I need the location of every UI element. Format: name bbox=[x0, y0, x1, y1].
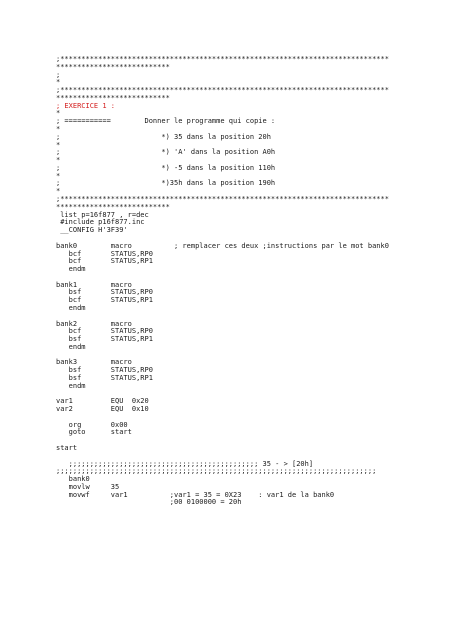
code-line: movwf var1 ;var1 = 35 = 0X23 : var1 de la bank0 bbox=[56, 490, 335, 499]
code-line: endm bbox=[56, 303, 86, 312]
code-line: endm bbox=[56, 342, 86, 351]
code-line: goto start bbox=[56, 428, 132, 437]
code-line: ; *) -5 dans la position 110h bbox=[56, 163, 276, 172]
code-line: ;****************************************************************************** bbox=[56, 55, 389, 63]
code-line: #include p16f877.inc bbox=[56, 218, 145, 227]
code-line: bsf STATUS,RP0 bbox=[56, 366, 153, 375]
code-line: __CONFIG H'3F39' bbox=[56, 226, 128, 235]
code-line: * bbox=[56, 125, 61, 134]
code-line: bank0 bbox=[56, 475, 90, 484]
code-line: *************************** bbox=[56, 93, 170, 102]
code-line: bsf STATUS,RP1 bbox=[56, 373, 153, 382]
code-line: ; EXERCICE 1 : bbox=[56, 101, 116, 110]
code-line: ;;;;;;;;;;;;;;;;;;;;;;;;;;;;;;;;;;;;;;;;;;;;; 35 - > [20h] bbox=[56, 459, 314, 468]
code-line: * bbox=[56, 140, 61, 149]
code-line: * bbox=[56, 171, 61, 180]
code-line: ;00 0100000 = 20h bbox=[56, 498, 242, 507]
code-line: endm bbox=[56, 381, 86, 390]
code-line: bcf STATUS,RP1 bbox=[56, 296, 153, 305]
code-line: ;;;;;;;;;;;;;;;;;;;;;;;;;;;;;;;;;;;;;;;;;;;;;;;;;;;;;;;;;;;;;;;;;;;;;;;;;;;; bbox=[56, 467, 377, 476]
code-line: bank1 macro bbox=[56, 280, 132, 289]
code-line: bcf STATUS,RP1 bbox=[56, 257, 153, 266]
code-line: bsf STATUS,RP0 bbox=[56, 288, 153, 297]
code-line: bank2 macro bbox=[56, 319, 132, 328]
code-line: *************************** bbox=[56, 62, 170, 71]
code-line: bcf STATUS,RP0 bbox=[56, 327, 153, 336]
code-line: bank3 macro bbox=[56, 358, 132, 367]
code-line: bcf STATUS,RP0 bbox=[56, 249, 153, 258]
code-line: bsf STATUS,RP1 bbox=[56, 335, 153, 344]
code-line: endm bbox=[56, 265, 86, 274]
code-line: ; *) 35 dans la position 20h bbox=[56, 132, 271, 141]
code-line: var1 EQU 0x20 bbox=[56, 397, 149, 406]
code-line: var2 EQU 0x10 bbox=[56, 405, 149, 414]
code-line: start bbox=[56, 444, 78, 452]
code-line: ; *) 'A' dans la position A0h bbox=[56, 148, 276, 157]
code-line: *************************** bbox=[56, 202, 170, 211]
code-line: ;****************************************************************************** bbox=[56, 86, 389, 95]
code-line: movlw 35 bbox=[56, 482, 120, 491]
code-line: bank0 macro ; remplacer ces deux ;instructions par le mot bank0 bbox=[56, 241, 389, 250]
code-line: * bbox=[56, 78, 61, 87]
code-line: ; =========== Donner le programme qui copie : bbox=[56, 117, 276, 126]
code-line: ; *)35h dans la position 190h bbox=[56, 179, 276, 188]
code-line: * bbox=[56, 156, 61, 165]
code-line: ; bbox=[56, 70, 61, 79]
code-line: list p=16f877 , r=dec bbox=[56, 210, 149, 219]
code-line: ;****************************************************************************** bbox=[56, 195, 389, 204]
code-line: * bbox=[56, 187, 61, 196]
code-line: * bbox=[56, 109, 61, 118]
code-line: org 0x00 bbox=[56, 420, 128, 429]
